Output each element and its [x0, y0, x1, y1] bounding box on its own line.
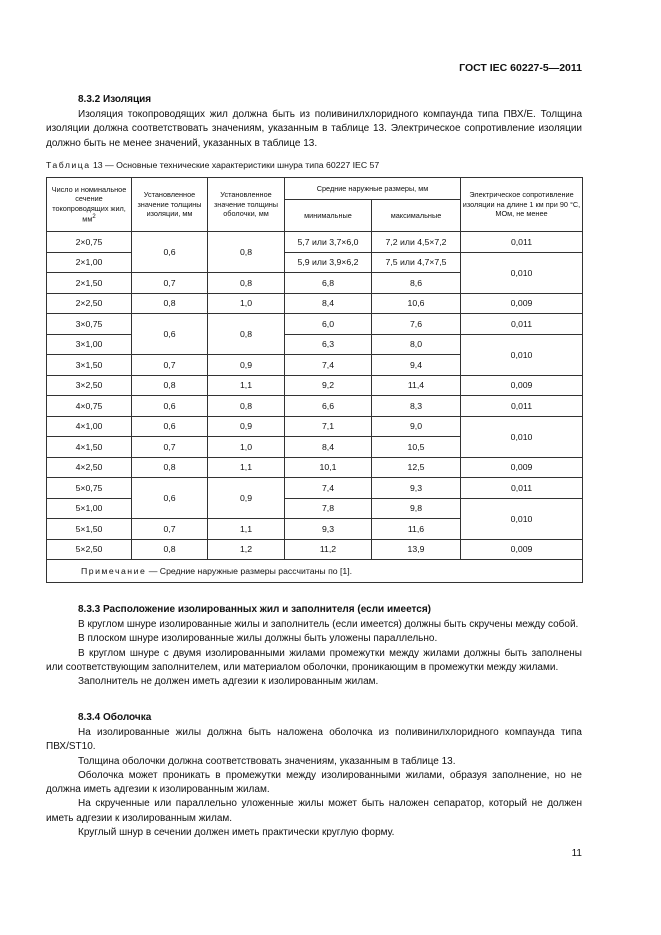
table-row [47, 252, 583, 273]
cell-sheath-thickness: 0,9 [208, 355, 285, 376]
table-note-text: — Средние наружные размеры рассчитаны по [1]. [146, 566, 353, 576]
document-header: ГОСТ IEC 60227-5—2011 [459, 62, 582, 74]
cell-insulation-thickness: 0,6 [132, 396, 208, 417]
cell-cross-section: 5×1,50 [47, 519, 132, 540]
cell-insulation-resistance: 0,009 [461, 293, 583, 314]
cell-cross-section: 2×0,75 [47, 232, 132, 253]
cell-sheath-thickness: 0,9 [208, 416, 285, 437]
cell-sheath-thickness: 0,9 [208, 478, 285, 519]
cell-cross-section: 4×2,50 [47, 457, 132, 478]
cell-sheath-thickness: 0,8 [208, 232, 285, 273]
cell-outer-max: 8,0 [372, 334, 461, 355]
table-row [47, 396, 583, 417]
cell-cross-section: 3×2,50 [47, 375, 132, 396]
cell-outer-max: 9,8 [372, 498, 461, 519]
table-row [47, 375, 583, 396]
cell-insulation-thickness: 0,8 [132, 457, 208, 478]
cell-insulation-resistance: 0,011 [461, 396, 583, 417]
cell-outer-max: 11,4 [372, 375, 461, 396]
cell-insulation-thickness: 0,6 [132, 232, 208, 273]
cell-outer-max: 9,0 [372, 416, 461, 437]
section-8-3-4-title: 8.3.4 Оболочка [78, 712, 152, 723]
cell-insulation-thickness: 0,7 [132, 355, 208, 376]
cell-insulation-resistance: 0,009 [461, 457, 583, 478]
table-row [47, 539, 583, 560]
table-note-label: Примечание [81, 566, 147, 576]
cell-insulation-thickness: 0,7 [132, 519, 208, 540]
cell-insulation-thickness: 0,6 [132, 314, 208, 355]
cell-cross-section: 3×0,75 [47, 314, 132, 335]
cell-outer-min: 6,3 [285, 334, 372, 355]
cell-outer-max: 12,5 [372, 457, 461, 478]
cell-outer-max: 9,3 [372, 478, 461, 499]
cell-sheath-thickness: 1,1 [208, 375, 285, 396]
cell-outer-min: 8,4 [285, 437, 372, 458]
cell-outer-max: 11,6 [372, 519, 461, 540]
section-8-3-3-p3: В круглом шнуре с двумя изолированными жилами промежутки между жилами должны быть заполнены или соответствующим заполнителем, или материалом оболочки, проникающим в промежутки между жилами. [46, 647, 582, 673]
header-min: минимальные [285, 200, 372, 232]
cell-outer-max: 9,4 [372, 355, 461, 376]
table-caption [46, 160, 379, 170]
cell-cross-section: 5×2,50 [47, 539, 132, 560]
header-cross-section: Число и номинальное сечение токопроводящих жил, $мм^2$ [47, 178, 132, 232]
cell-insulation-thickness: 0,7 [132, 273, 208, 294]
cell-outer-min: 9,2 [285, 375, 372, 396]
cell-outer-max: 7,6 [372, 314, 461, 335]
cell-insulation-thickness: 0,7 [132, 437, 208, 458]
cell-sheath-thickness: 1,0 [208, 293, 285, 314]
section-8-3-4-p2: Толщина оболочки должна соответствовать значениям, указанным в таблице 13. [78, 755, 456, 767]
cell-insulation-resistance: 0,011 [461, 232, 583, 253]
table-note [47, 560, 583, 583]
cell-outer-max: 7,5 или 4,7×7,5 [372, 252, 461, 273]
table-row [47, 478, 583, 499]
cell-outer-max: 13,9 [372, 539, 461, 560]
section-8-3-3-body [46, 618, 582, 689]
table-row [47, 293, 583, 314]
section-8-3-4-body [46, 726, 582, 840]
cell-sheath-thickness: 1,1 [208, 457, 285, 478]
cell-cross-section: 4×1,50 [47, 437, 132, 458]
table-caption-text: 13 — Основные технические характеристики шнура типа 60227 IEC 57 [90, 160, 380, 170]
cell-outer-min: 7,1 [285, 416, 372, 437]
cell-outer-min: 7,4 [285, 478, 372, 499]
table-row [47, 314, 583, 335]
section-8-3-4-p5: Круглый шнур в сечении должен иметь практически круглую форму. [78, 827, 395, 839]
table-row [47, 416, 583, 437]
cell-sheath-thickness: 1,1 [208, 519, 285, 540]
section-8-3-2-title: 8.3.2 Изоляция [78, 94, 152, 105]
cell-sheath-thickness: 0,8 [208, 314, 285, 355]
cell-cross-section: 3×1,00 [47, 334, 132, 355]
page-number: 11 [571, 848, 582, 859]
cell-cross-section: 2×2,50 [47, 293, 132, 314]
cell-cross-section: 4×1,00 [47, 416, 132, 437]
cell-cross-section: 2×1,50 [47, 273, 132, 294]
cell-insulation-resistance: 0,010 [461, 498, 583, 539]
cell-insulation-resistance: 0,009 [461, 375, 583, 396]
cell-outer-max: 10,5 [372, 437, 461, 458]
cell-outer-min: 5,9 или 3,9×6,2 [285, 252, 372, 273]
section-8-3-4-p4: На скрученные или параллельно уложенные жилы может быть наложен сепаратор, который не должен иметь адгезии к изолированным жилам. [46, 798, 582, 824]
table-13 [46, 177, 583, 583]
cell-outer-max: 8,6 [372, 273, 461, 294]
cell-outer-min: 11,2 [285, 539, 372, 560]
cell-insulation-thickness: 0,6 [132, 416, 208, 437]
cell-outer-max: 8,3 [372, 396, 461, 417]
cell-outer-max: 10,6 [372, 293, 461, 314]
cell-cross-section: 5×1,00 [47, 498, 132, 519]
cell-sheath-thickness: 0,8 [208, 396, 285, 417]
cell-cross-section: 2×1,00 [47, 252, 132, 273]
table-row [47, 498, 583, 519]
cell-outer-min: 10,1 [285, 457, 372, 478]
cell-insulation-resistance: 0,011 [461, 314, 583, 335]
cell-outer-min: 5,7 или 3,7×6,0 [285, 232, 372, 253]
cell-sheath-thickness: 0,8 [208, 273, 285, 294]
header-sheath-thickness: Установленное значение толщины оболочки, мм [208, 178, 285, 232]
cell-insulation-thickness: 0,8 [132, 293, 208, 314]
section-8-3-3-title: 8.3.3 Расположение изолированных жил и заполнителя (если имеется) [78, 604, 431, 615]
cell-insulation-thickness: 0,8 [132, 539, 208, 560]
cell-insulation-resistance: 0,011 [461, 478, 583, 499]
section-8-3-2-text: Изоляция токопроводящих жил должна быть из поливинилхлоридного компаунда типа ПВХ/Е. Толщина изоляции должна соответствовать значениям, указанным в таблице 13. Электрическое сопротивление изоляции должно быть не менее значений, указанных в таблице 13. [46, 109, 582, 149]
cell-sheath-thickness: 1,0 [208, 437, 285, 458]
table-caption-label: Таблица [46, 160, 91, 170]
section-8-3-3-p2: В плоском шнуре изолированные жилы должны быть уложены параллельно. [78, 633, 438, 645]
section-8-3-3-p4: Заполнитель не должен иметь адгезии к изолированным жилам. [78, 676, 379, 688]
cell-outer-min: 6,8 [285, 273, 372, 294]
cell-insulation-resistance: 0,010 [461, 416, 583, 457]
cell-insulation-resistance: 0,010 [461, 334, 583, 375]
cell-insulation-resistance: 0,009 [461, 539, 583, 560]
cell-insulation-thickness: 0,8 [132, 375, 208, 396]
header-max: максимальные [372, 200, 461, 232]
table-row [47, 334, 583, 355]
header-outer-dimensions: Средние наружные размеры, мм [285, 178, 461, 200]
header-insulation-resistance: Электрическое сопротивление изоляции на длине 1 км при 90 °С, МОм, не менее [461, 178, 583, 232]
header-insulation-thickness: Установленное значение толщины изоляции, мм [132, 178, 208, 232]
cell-outer-min: 6,6 [285, 396, 372, 417]
cell-sheath-thickness: 1,2 [208, 539, 285, 560]
cell-outer-min: 9,3 [285, 519, 372, 540]
cell-outer-max: 7,2 или 4,5×7,2 [372, 232, 461, 253]
section-8-3-4-p1: На изолированные жилы должна быть наложена оболочка из поливинилхлоридного компаунда типа ПВХ/ST10. [46, 727, 582, 753]
cell-cross-section: 4×0,75 [47, 396, 132, 417]
table-row [47, 457, 583, 478]
cell-cross-section: 3×1,50 [47, 355, 132, 376]
cell-insulation-thickness: 0,6 [132, 478, 208, 519]
table-body [47, 232, 583, 583]
table-note-row [47, 560, 583, 583]
cell-outer-min: 8,4 [285, 293, 372, 314]
cell-cross-section: 5×0,75 [47, 478, 132, 499]
cell-outer-min: 7,4 [285, 355, 372, 376]
section-8-3-3-p1: В круглом шнуре изолированные жилы и заполнитель (если имеется) должны быть скручены между собой. [78, 619, 579, 630]
cell-outer-min: 7,8 [285, 498, 372, 519]
cell-insulation-resistance: 0,010 [461, 252, 583, 293]
cell-outer-min: 6,0 [285, 314, 372, 335]
table-row [47, 232, 583, 253]
section-8-3-4-p3: Оболочка может проникать в промежутки между изолированными жилами, образуя заполнение, но не должна иметь адгезии к изолированным жилам. [46, 769, 582, 796]
